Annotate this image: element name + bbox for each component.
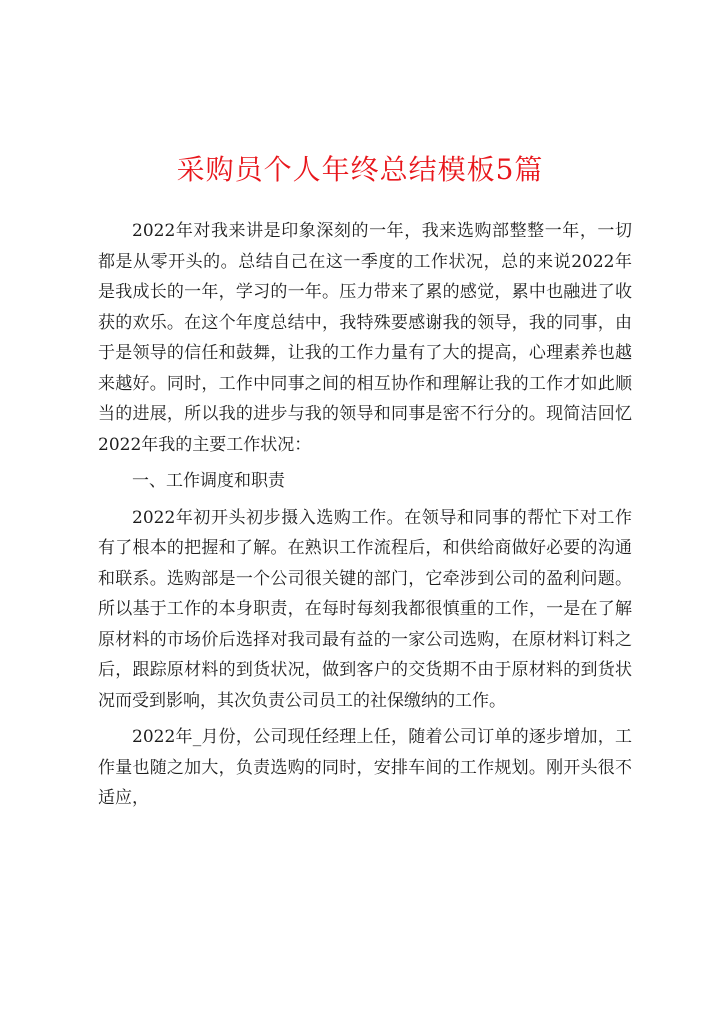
document-title: 采购员个人年终总结模板5篇: [176, 153, 544, 186]
paragraph-duties: 2022年初开头初步摄入选购工作。在领导和同事的帮忙下对工作有了根本的把握和了解。在熟识工作流程后，和供给商做好必要的沟通和联系。选购部是一个公司很关键的部门，它牵涉到公司的盈利问题。所以基于工作的本身职责，在每时每刻我都很慎重的工作，一是在了解原材料的市场价后选择对我司最有益的一家公司选购，在原材料订料之后，跟踪原材料的到货状况，做到客户的交货期不由于原材料的到货状况而受到影响，其次负责公司员工的社保缴纳的工作。: [98, 507, 632, 711]
paragraph-intro: 2022年对我来讲是印象深刻的一年，我来选购部整整一年，一切都是从零开头的。总结自己在这一季度的工作状况，总的来说2022年是我成长的一年，学习的一年。压力带来了累的感觉，累中也融进了收获的欢乐。在这个年度总结中，我特殊要感谢我的领导，我的同事，由于是领导的信任和鼓舞，让我的工作力量有了大的提高，心理素养也越来越好。同时，工作中同事之间的相互协作和理解让我的工作才如此顺当的进展，所以我的进步与我的领导和同事是密不行分的。现简洁回忆2022年我的主要工作状况：: [98, 221, 632, 455]
document-body: [98, 216, 632, 814]
paragraph-continuation: 2022年_月份，公司现任经理上任，随着公司订单的逐步增加，工作量也随之加大，负责选购的同时，安排车间的工作规划。刚开头很不适应，: [98, 727, 632, 808]
section-heading: 一、工作调度和职责: [132, 471, 285, 491]
